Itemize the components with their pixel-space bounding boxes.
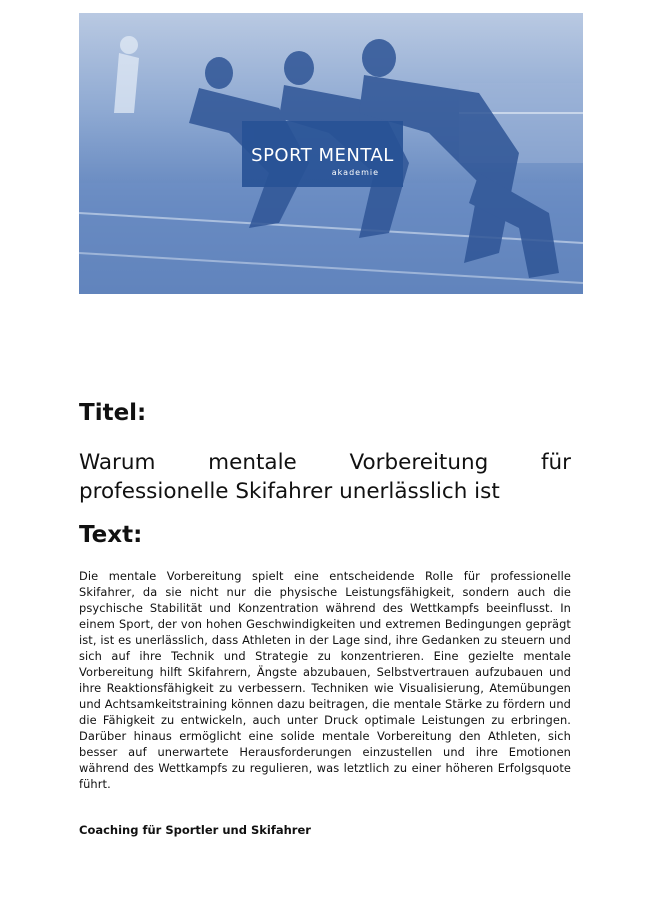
text-heading: Text:	[79, 522, 143, 548]
footer-tagline: Coaching für Sportler und Skifahrer	[79, 823, 311, 837]
logo-sub-text: akademie	[331, 168, 379, 177]
article-title: Warum mentale Vorbereitung für professionelle Skifahrer unerlässlich ist	[79, 450, 571, 504]
sport-mental-logo	[242, 121, 403, 187]
title-heading: Titel:	[79, 400, 147, 426]
article-body: Die mentale Vorbereitung spielt eine entscheidende Rolle für professionelle Skifahrer, da sie nicht nur die physische Leistungsfähigkeit, sondern auch die psychische Stabilität und Konzentration während des Wettkampfs beeinflusst. In einem Sport, der von hohen Geschwindigkeiten und extremen Bedingungen geprägt ist, ist es unerlässlich, dass Athleten in der Lage sind, ihre Gedanken zu steuern und sich auf ihre Technik und Strategie zu konzentrieren. Eine gezielte mentale Vorbereitung hilft Skifahrern, Ängste abzubauen, Selbstvertrauen aufzubauen und ihre Reaktionsfähigkeit zu verbessern. Techniken wie Visualisierung, Atemübungen und Achtsamkeitstraining können dazu beitragen, die mentale Stärke zu fördern und die Fähigkeit zu entwickeln, auch unter Druck optimale Leistungen zu erbringen. Darüber hinaus ermöglicht eine solide mentale Vorbereitung den Athleten, sich besser auf unerwartete Herausforderungen einzustellen und ihre Emotionen während des Wettkampfs zu regulieren, was letztlich zu einer höheren Erfolgsquote führt.	[79, 569, 571, 791]
header-banner-image	[79, 13, 583, 294]
logo-main-text: SPORT MENTAL	[251, 145, 394, 166]
